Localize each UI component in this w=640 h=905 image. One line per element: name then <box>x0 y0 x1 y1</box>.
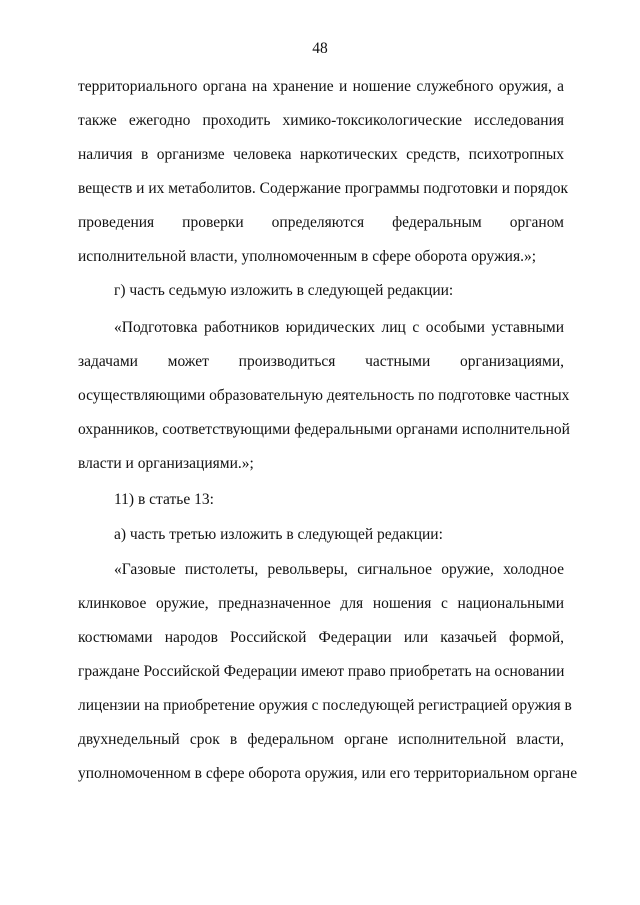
text-line: веществ и их метаболитов. Содержание программы подготовки и порядок <box>78 180 569 197</box>
text-line: осуществляющими образовательную деятельность по подготовке частных <box>78 387 570 404</box>
text-line: «Подготовка работников юридических лиц с особыми уставными <box>114 319 564 336</box>
text-line: территориального органа на хранение и ношение служебного оружия, а <box>78 78 564 95</box>
page-number: 48 <box>312 40 328 57</box>
text-line: лицензии на приобретение оружия с последующей регистрацией оружия в <box>78 697 572 714</box>
text-line: задачами может производиться частными организациями, <box>78 353 564 370</box>
text-line: «Газовые пистолеты, револьверы, сигнальное оружие, холодное <box>114 561 564 578</box>
text-line: уполномоченном в сфере оборота оружия, или его территориальном органе <box>78 765 578 782</box>
text-line: наличия в организме человека наркотических средств, психотропных <box>78 146 564 163</box>
text-line: костюмами народов Российской Федерации или казачьей формой, <box>78 629 564 646</box>
text-line: 11) в статье 13: <box>114 491 214 508</box>
text-line: г) часть седьмую изложить в следующей редакции: <box>114 282 454 299</box>
text-line: охранников, соответствующими федеральными органами исполнительной <box>78 421 570 438</box>
text-line: проведения проверки определяются федеральным органом <box>78 214 564 231</box>
text-line: клинковое оружие, предназначенное для ношения с национальными <box>78 595 564 612</box>
text-line: также ежегодно проходить химико-токсикологические исследования <box>78 112 564 129</box>
text-line: двухнедельный срок в федеральном органе исполнительной власти, <box>78 731 564 748</box>
text-line: а) часть третью изложить в следующей редакции: <box>114 526 443 543</box>
text-line: власти и организациями.»; <box>78 455 254 472</box>
text-line: исполнительной власти, уполномоченным в сфере оборота оружия.»; <box>78 248 537 265</box>
text-line: граждане Российской Федерации имеют право приобретать на основании <box>78 663 565 680</box>
